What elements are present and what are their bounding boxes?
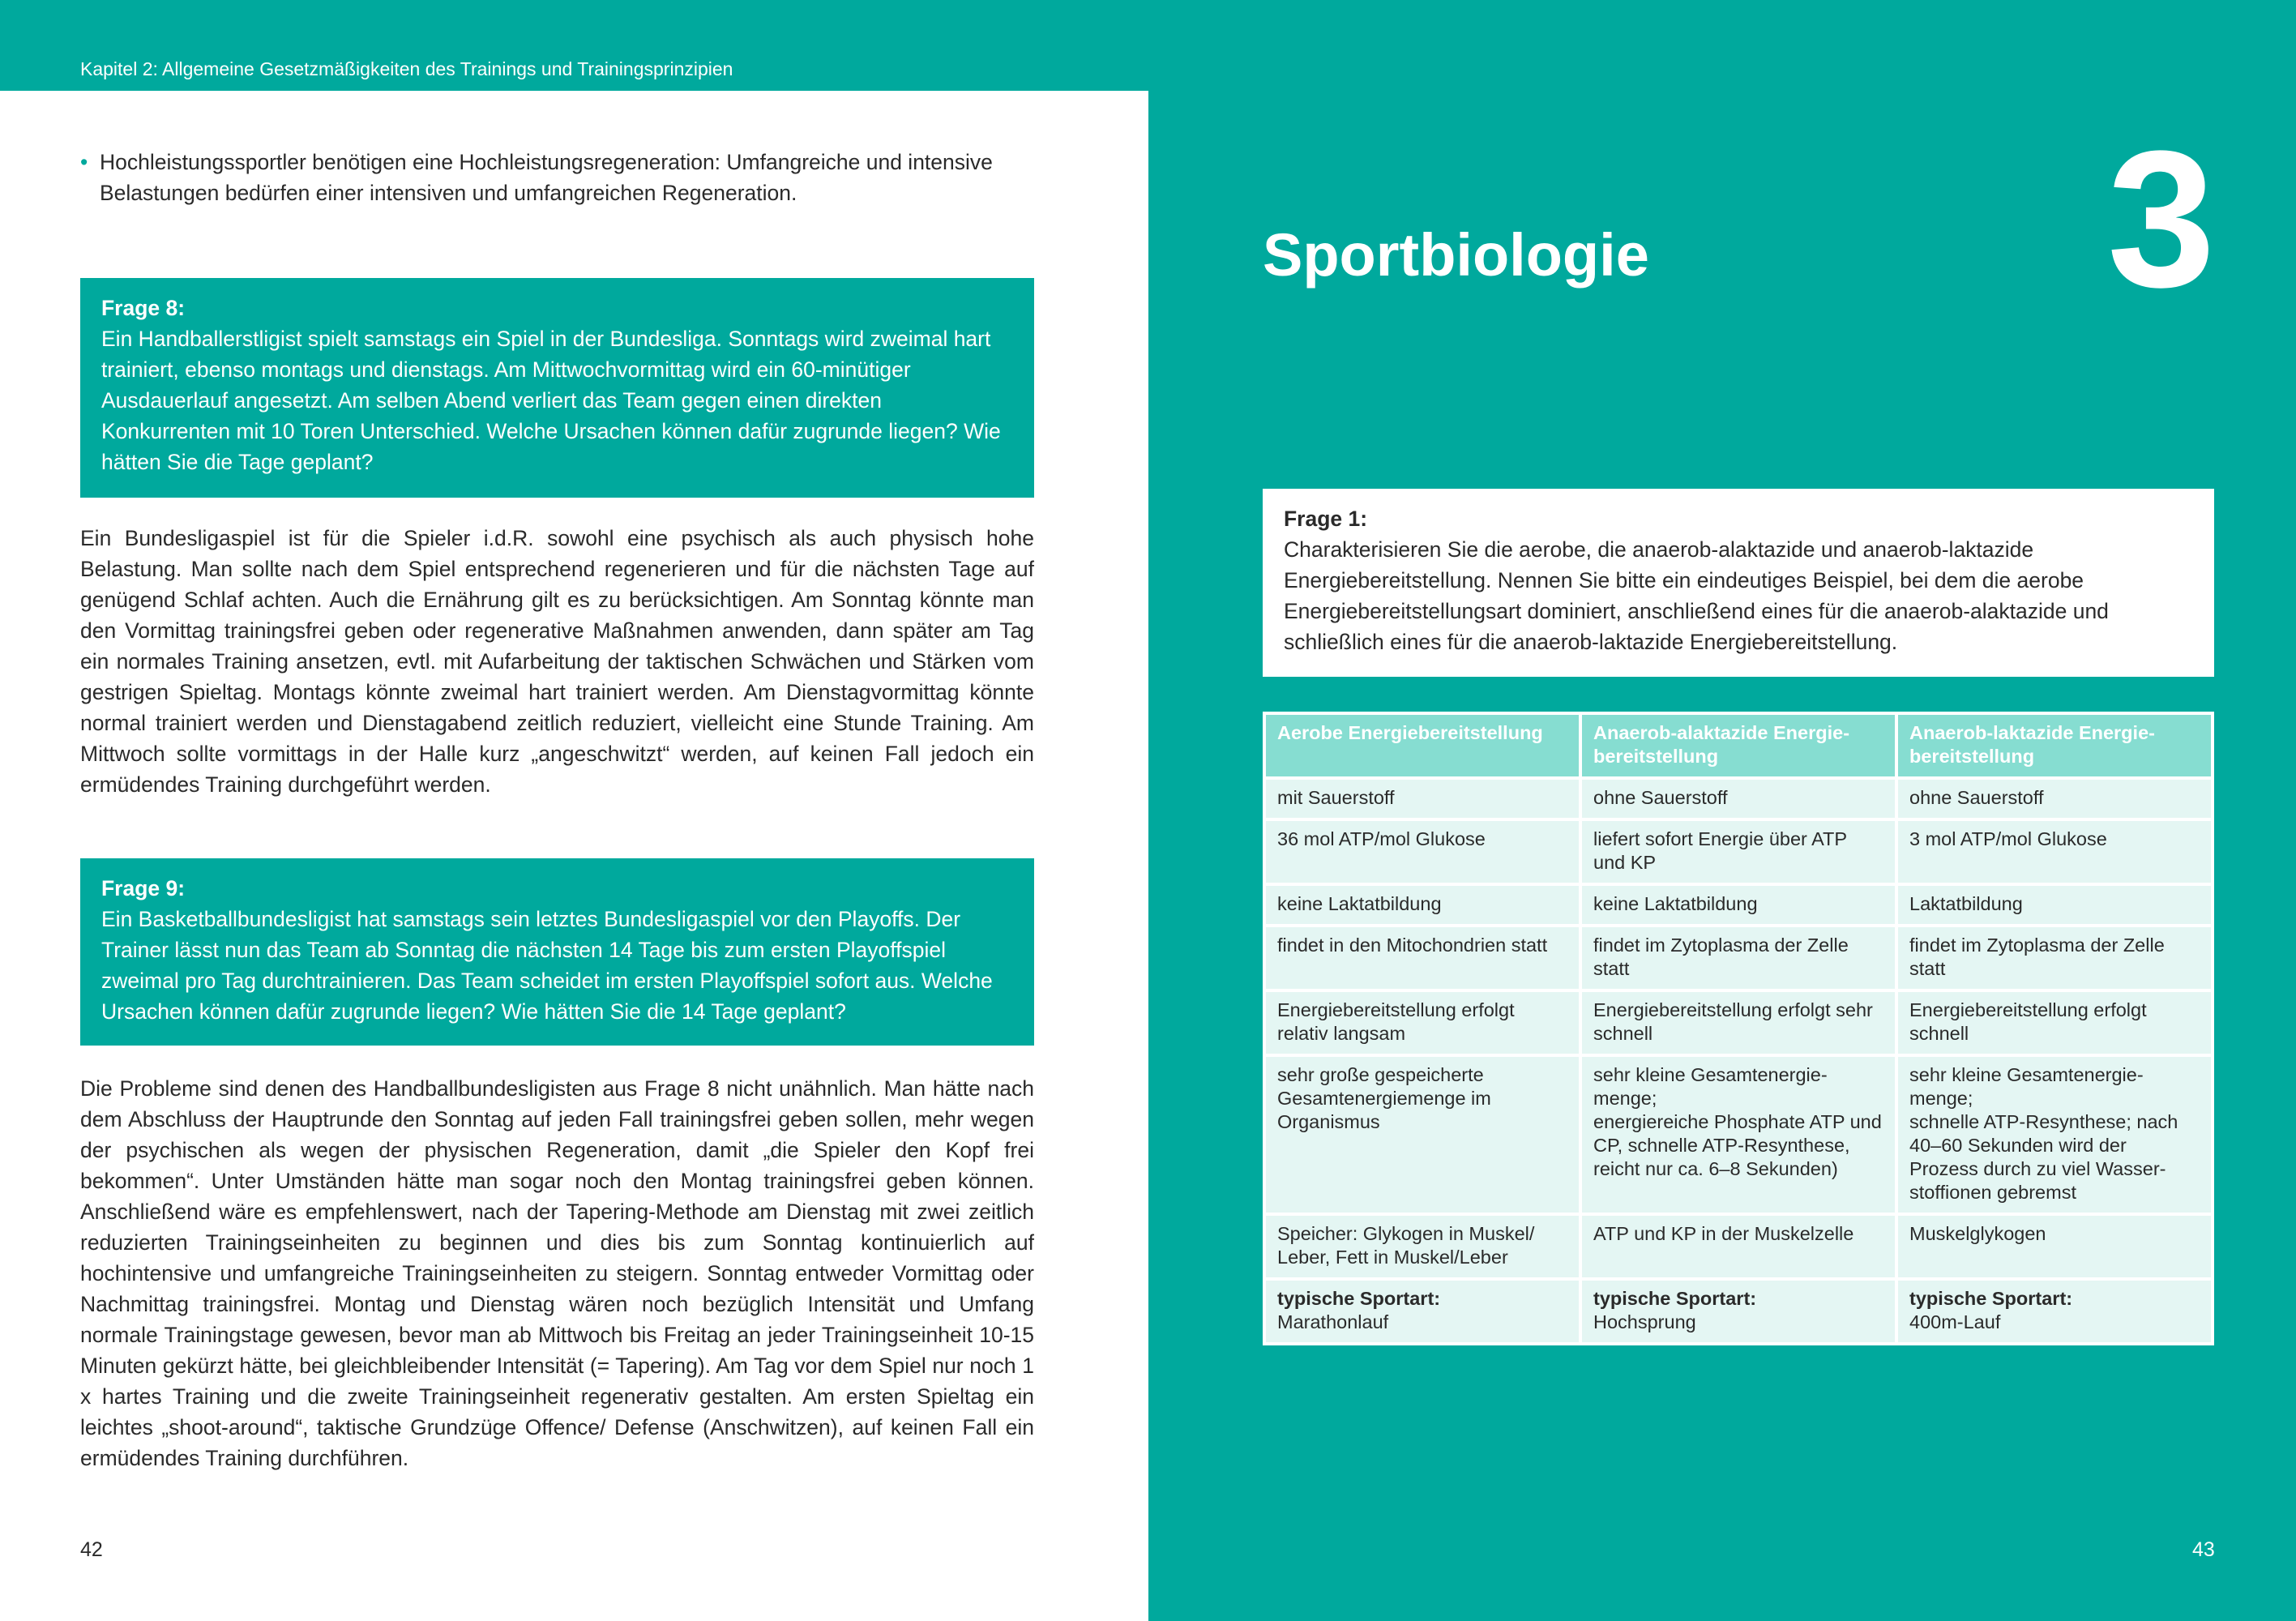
table-row <box>1264 819 2213 884</box>
table-cell: Laktatbildung <box>1896 884 2213 926</box>
bullet-text: Hochleistungssportler benötigen eine Hochleistungsregeneration: Umfangreiche und intensive Belastungen bedürfen einer intensiven und umfangreichen Regeneration. <box>100 150 993 205</box>
bullet-icon: • <box>80 150 88 174</box>
table-cell: ohne Sauerstoff <box>1896 778 2213 819</box>
table-cell: 36 mol ATP/mol Glukose <box>1264 819 1580 884</box>
chapter-number: 3 <box>2107 110 2216 327</box>
question-9-box <box>80 858 1034 1046</box>
table-cell <box>1896 1279 2213 1344</box>
sport-label: typische Sportart: <box>1593 1288 1757 1309</box>
table-cell: 3 mol ATP/mol Glukose <box>1896 819 2213 884</box>
table-row <box>1264 1055 2213 1214</box>
sport-value: Hochsprung <box>1593 1311 1696 1332</box>
header-bar <box>0 0 1148 91</box>
page-number-left: 42 <box>80 1538 103 1561</box>
table-cell: Muskelglykogen <box>1896 1214 2213 1279</box>
table-cell <box>1580 1279 1896 1344</box>
answer-8: Ein Bundesligaspiel ist für die Spieler i.d.R. sowohl eine psychisch als auch physisch hohe Belastung. Man sollte nach dem Spiel entsprechend regenerieren und für die nächsten Tage auf genügend Schlaf achten. Auch die Ernährung gilt es zu berücksichtigen. Am Sonntag könnte man den Vormittag trainingsfrei geben oder regenerative Maßnahmen anwenden, dann später am Tag ein normales Training ansetzen, evtl. mit Aufarbeitung der taktischen Schwächen und Stärken vom gestrigen Spieltag. Montags könnte zweimal hart trainiert werden. Am Dienstagvormittag könnte normal trainiert werden und Dienstagabend zeitlich reduziert, vielleicht eine Stunde Training. Am Mittwoch sollte vormittags in der Halle kurz „angeschwitzt“ werden, auf keinen Fall jedoch ein ermüdendes Training durchgeführt werden. <box>80 526 1034 797</box>
table-cell: ATP und KP in der Muskelzelle <box>1580 1214 1896 1279</box>
question-text: Ein Basketballbundesligist hat samstags sein letztes Bundesligaspiel vor den Playoffs. Der Trainer lässt nun das Team ab Sonntag die nächsten 14 Tage bis zum ersten Playoffspiel zweimal pro Tag durchtrainieren. Das Team scheidet im ersten Playoffspiel sofort aus. Welche Ursachen können dafür zugrunde liegen? Wie hätten Sie die 14 Tage geplant? <box>101 907 993 1024</box>
sport-label: typische Sportart: <box>1909 1288 2073 1309</box>
question-title: Frage 1: <box>1284 507 1368 531</box>
table-row <box>1264 778 2213 819</box>
table-cell <box>1264 1279 1580 1344</box>
bullet-item <box>80 147 1034 208</box>
running-header: Kapitel 2: Allgemeine Gesetzmäßigkeiten des Trainings und Trainingsprinzipien <box>80 58 733 79</box>
sport-label: typische Sportart: <box>1277 1288 1441 1309</box>
table-header-row <box>1264 713 2213 778</box>
table-cell: Speicher: Glykogen in Muskel/ Leber, Fett in Muskel/Leber <box>1264 1214 1580 1279</box>
table-cell: keine Laktatbildung <box>1264 884 1580 926</box>
answer-9: Die Probleme sind denen des Handballbundesligisten aus Frage 8 nicht unähnlich. Man hätte nach dem Abschluss der Hauptrunde den Sonntag auf jeden Fall trainingsfrei geben sollen, mehr wegen der psychischen als wegen der physischen Regeneration, damit „die Spieler den Kopf frei bekommen“. Unter Umständen hätte man sogar noch den Montag trainingsfrei geben können. Anschließend wäre es empfehlenswert, nach der Tapering-Methode am Dienstag mit zwei zeitlich reduzierten Trainingseinheiten zu beginnen und dies bis zum Sonntag kontinuierlich auf hochintensive und umfangreiche Trainingseinheiten zu steigern. Sonntag entweder Vormittag oder Nachmittag trainingsfrei. Montag und Dienstag wären noch bezüglich Intensität und Umfang normale Trainingstage gewesen, bevor man ab Mittwoch bis Freitag an jeder Trainingseinheit 10-15 Minuten gekürzt hätte, bei gleichbleibender Intensität (= Tapering). Am Tag vor dem Spiel nur noch 1 x hartes Training und die zweite Trainingseinheit regenerativ gestalten. Am ersten Spieltag ein leichtes „shoot-around“, taktische Grundzüge Offence/ Defense (Anschwitzen), auf keinen Fall ein ermüdendes Training durchführen. <box>80 1076 1034 1470</box>
table-cell: Energiebereitstellung erfolgt schnell <box>1896 990 2213 1055</box>
table-cell: sehr kleine Gesamtenergiemenge; schnelle ATP-Resynthese; nach 40–60 Sekunden wird der Prozess durch zu viel Wasserstoffionen gebremst <box>1896 1055 2213 1214</box>
table-cell: mit Sauerstoff <box>1264 778 1580 819</box>
table-cell: sehr kleine Gesamtenergiemenge; energiereiche Phosphate ATP und CP, schnelle ATP-Resynthese, reicht nur ca. 6–8 Sekunden) <box>1580 1055 1896 1214</box>
table-cell: liefert sofort Energie über ATP und KP <box>1580 819 1896 884</box>
table-cell: sehr große gespeicherte Gesamtenergiemenge im Organismus <box>1264 1055 1580 1214</box>
column-header: Aerobe Energiebereitstellung <box>1264 713 1580 778</box>
column-header: Anaerob-laktazide Energiebereitstellung <box>1896 713 2213 778</box>
energy-table <box>1263 712 2214 1345</box>
question-text: Charakterisieren Sie die aerobe, die anaerob-alaktazide und anaerob-laktazide Energiebereitstellung. Nennen Sie bitte ein eindeutiges Beispiel, bei dem die aerobe Energiebereitstellungsart dominiert, anschließend eines für die anaerob-alaktazide und schließlich eines für die anaerob-laktazide Energiebereitstellung. <box>1284 537 2109 654</box>
question-title: Frage 8: <box>101 296 186 320</box>
question-text: Ein Handballerstligist spielt samstags ein Spiel in der Bundesliga. Sonntags wird zweimal hart trainiert, ebenso montags und dienstags. Am Mittwochvormittag wird ein 60-minütiger Ausdauerlauf angesetzt. Am selben Abend verliert das Team gegen einen direkten Konkurrenten mit 10 Toren Unterschied. Welche Ursachen können dafür zugrunde liegen? Wie hätten Sie die Tage geplant? <box>101 327 1001 474</box>
question-title: Frage 9: <box>101 876 186 900</box>
sport-value: Marathonlauf <box>1277 1311 1389 1332</box>
chapter-title: Sportbiologie <box>1263 221 1649 289</box>
table-row-sport <box>1264 1279 2213 1344</box>
table-cell: ohne Sauerstoff <box>1580 778 1896 819</box>
table-row <box>1264 990 2213 1055</box>
column-header: Anaerob-alaktazide Energiebereitstellung <box>1580 713 1896 778</box>
table-row <box>1264 884 2213 926</box>
sport-value: 400m-Lauf <box>1909 1311 2001 1332</box>
table-cell: findet im Zytoplasma der Zelle statt <box>1896 926 2213 990</box>
table-cell: Energiebereitstellung erfolgt sehr schnell <box>1580 990 1896 1055</box>
question-1-box <box>1263 489 2214 677</box>
table-cell: findet in den Mitochondrien statt <box>1264 926 1580 990</box>
table-cell: findet im Zytoplasma der Zelle statt <box>1580 926 1896 990</box>
table-row <box>1264 926 2213 990</box>
table-cell: Energiebereitstellung erfolgt relativ langsam <box>1264 990 1580 1055</box>
page-number-right: 43 <box>2192 1538 2215 1561</box>
table-cell: keine Laktatbildung <box>1580 884 1896 926</box>
table-row <box>1264 1214 2213 1279</box>
question-8-box <box>80 278 1034 498</box>
